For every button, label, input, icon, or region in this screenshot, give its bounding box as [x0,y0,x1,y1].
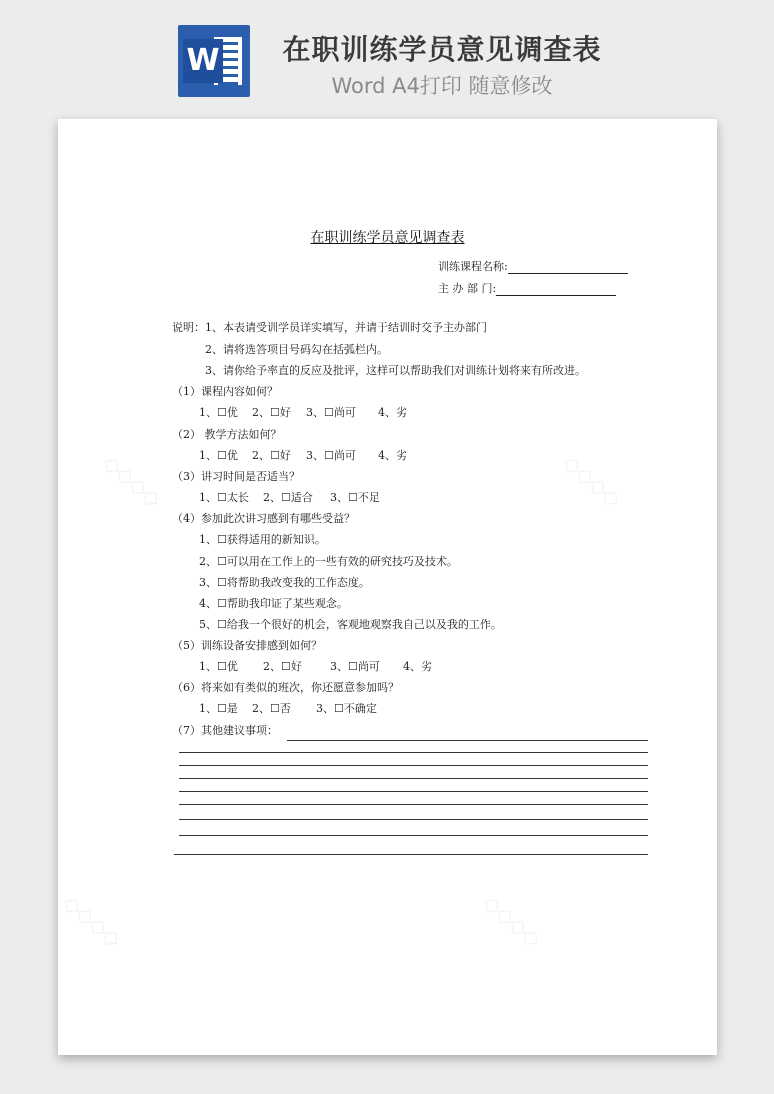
option-checkbox[interactable]: 3、☐尚可 [306,449,356,462]
option-checkbox[interactable]: 3、☐不确定 [316,702,377,715]
question-label: （1）课程内容如何？ [172,385,278,398]
page-title: 在职训练学员意见调查表 [282,33,602,66]
course-name-blank[interactable] [508,262,628,274]
option-checkbox[interactable]: 3、☐尚可 [330,660,380,673]
suggestion-line[interactable] [179,835,648,836]
note-line: 说明：1、本表请受训学员详实填写，并请于结训时交予主办部门 [172,321,487,334]
option-checkbox[interactable]: 1、☐优 [199,406,238,419]
word-letter-w: W [183,39,223,83]
option-checkbox[interactable]: 1、☐太长 [199,491,249,504]
suggestion-line[interactable] [174,854,648,855]
suggestion-line[interactable] [179,765,648,766]
question-label: （2） 教学方法如何？ [172,428,282,441]
option-checkbox[interactable]: 4、劣 [378,449,407,462]
option-checkbox[interactable]: 4、劣 [378,406,407,419]
watermark: ◇◇◇◇ [477,890,546,953]
document-page [58,119,717,1055]
suggestion-line[interactable] [179,819,648,820]
option-checkbox[interactable]: 3、☐将帮助我改变我的工作态度。 [199,576,370,589]
option-checkbox[interactable]: 2、☐适合 [263,491,313,504]
watermark: ◇◇◇◇ [57,890,126,953]
option-checkbox[interactable]: 2、☐否 [252,702,291,715]
option-checkbox[interactable]: 1、☐获得适用的新知识。 [199,533,326,546]
question-label: （7）其他建议事项： [172,724,278,737]
suggestion-line[interactable] [179,752,648,753]
page-subtitle: Word A4打印 随意修改 [331,74,553,98]
question-label: （5）训练设备安排感到如何？ [172,639,322,652]
option-checkbox[interactable]: 2、☐可以用在工作上的一些有效的研究技巧及技术。 [199,555,458,568]
department-label: 主 办 部 门: [438,282,497,295]
option-checkbox[interactable]: 3、☐不足 [330,491,380,504]
document-title: 在职训练学员意见调查表 [310,230,465,246]
department-field[interactable] [438,282,616,296]
option-checkbox[interactable]: 5、☐给我一个很好的机会，客观地观察我自己以及我的工作。 [199,618,502,631]
note-line: 2、请将选答项目号码勾在括弧栏内。 [205,343,388,356]
option-checkbox[interactable]: 2、☐好 [252,449,291,462]
suggestion-line[interactable] [179,804,648,805]
watermark: ◇◇◇◇ [557,450,626,513]
option-checkbox[interactable]: 1、☐优 [199,660,238,673]
option-checkbox[interactable]: 3、☐尚可 [306,406,356,419]
watermark: ◇◇◇◇ [97,450,166,513]
suggestion-line[interactable] [179,778,648,779]
option-checkbox[interactable]: 2、☐好 [263,660,302,673]
suggestion-line[interactable] [287,740,648,741]
question-label: （3）讲习时间是否适当？ [172,470,300,483]
option-checkbox[interactable]: 1、☐优 [199,449,238,462]
option-checkbox[interactable]: 1、☐是 [199,702,238,715]
question-label: （6）将来如有类似的班次，你还愿意参加吗？ [172,681,399,694]
header [0,0,774,110]
option-checkbox[interactable]: 4、劣 [403,660,432,673]
option-checkbox[interactable]: 4、☐帮助我印证了某些观念。 [199,597,348,610]
course-name-field[interactable] [438,260,628,274]
word-document-icon [178,25,250,97]
question-label: （4）参加此次讲习感到有哪些受益？ [172,512,355,525]
option-checkbox[interactable]: 2、☐好 [252,406,291,419]
note-line: 3、请你给予率直的反应及批评，这样可以帮助我们对训练计划将来有所改进。 [205,364,586,377]
department-blank[interactable] [496,284,616,296]
course-name-label: 训练课程名称: [438,260,508,273]
suggestion-line[interactable] [179,791,648,792]
